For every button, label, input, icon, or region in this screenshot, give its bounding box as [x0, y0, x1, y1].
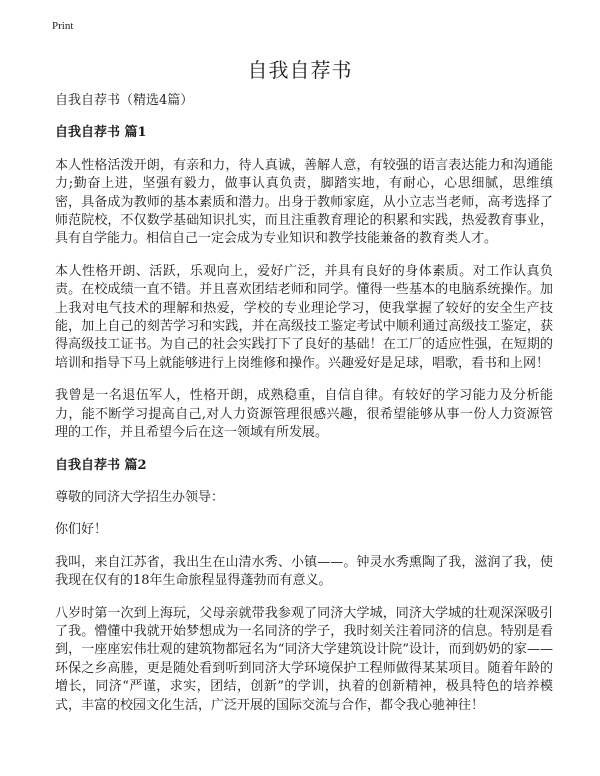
section-heading-1: 自我自荐书 篇1 [55, 125, 147, 141]
paragraph: 本人性格活泼开朗，有亲和力，待人真诚，善解人意，有较强的语言表达能力和沟通能力;勤奋上进，坚强有毅力，做事认真负责，脚踏实地，有耐心，心思细腻，思维缜密，具备成为教师的基本素质和潜力。出身于教师家庭，从小立志当老师，高考选择了师范院校，不仅数学基础知识扎实，而且注重教育理论的积累和实践，热爱教育事业，具有自学能力。相信自己一定会成为专业知识和教学技能兼备的教育类人才。 [55, 157, 553, 247]
paragraph: 八岁时第一次到上海玩，父母亲就带我参观了同济大学城，同济大学城的壮观深深吸引了我。懵懂中我就开始梦想成为一名同济的学子，我时刻关注着同济的信息。特别是看到，一座座宏伟壮观的建筑物都冠名为“同济大学建筑设计院”设计，而到奶奶的家——环保之乡高塍，更是随处看到听到同济大学环境保护工程师做得某某项目。随着年龄的增长，同济“严谨，求实，团结，创新”的学训，执着的创新精神，极具特色的培养模式，丰富的校园文化生活，广泛开展的国际交流与合作，都令我心驰神往！ [55, 605, 553, 713]
paragraph: 本人性格开朗、活跃，乐观向上，爱好广泛，并具有良好的身体素质。对工作认真负责。在校成绩一直不错。并且喜欢团结老师和同学。懂得一些基本的电脑系统操作。加上我对电气技术的理解和热爱，学校的专业理论学习，使我掌握了较好的安全生产技能，加上自己的刻苦学习和实践，并在高级技工鉴定考试中顺利通过高级技工鉴定，获得高级技工证书。为自己的社会实践打下了良好的基础！在工厂的适应性强，在短期的培训和指导下马上就能够进行上岗维修和操作。兴趣爱好是足球，唱歌，看书和上网！ [55, 263, 553, 371]
section-heading-2: 自我自荐书 篇2 [55, 457, 147, 473]
salutation: 尊敬的同济大学招生办领导： [55, 489, 225, 505]
document-subtitle: 自我自荐书（精选4篇） [55, 93, 194, 108]
document-body [55, 92, 553, 729]
print-link[interactable]: Print [52, 20, 74, 32]
paragraph: 我叫，来自江苏省，我出生在山清水秀、小镇——。钟灵水秀熏陶了我，滋润了我，使我现在仅有的18年生命旅程显得蓬勃而有意义。 [55, 554, 553, 589]
paragraph: 我曾是一名退伍军人，性格开朗，成熟稳重，自信自律。有较好的学习能力及分析能力，能不断学习提高自己,对人力资源管理很感兴趣，很希望能够从事一份人力资源管理的工作，并且希望今后在这一领域有所发展。 [55, 388, 553, 441]
greeting: 你们好！ [55, 522, 108, 538]
page-title: 自我自荐书 [247, 58, 353, 82]
